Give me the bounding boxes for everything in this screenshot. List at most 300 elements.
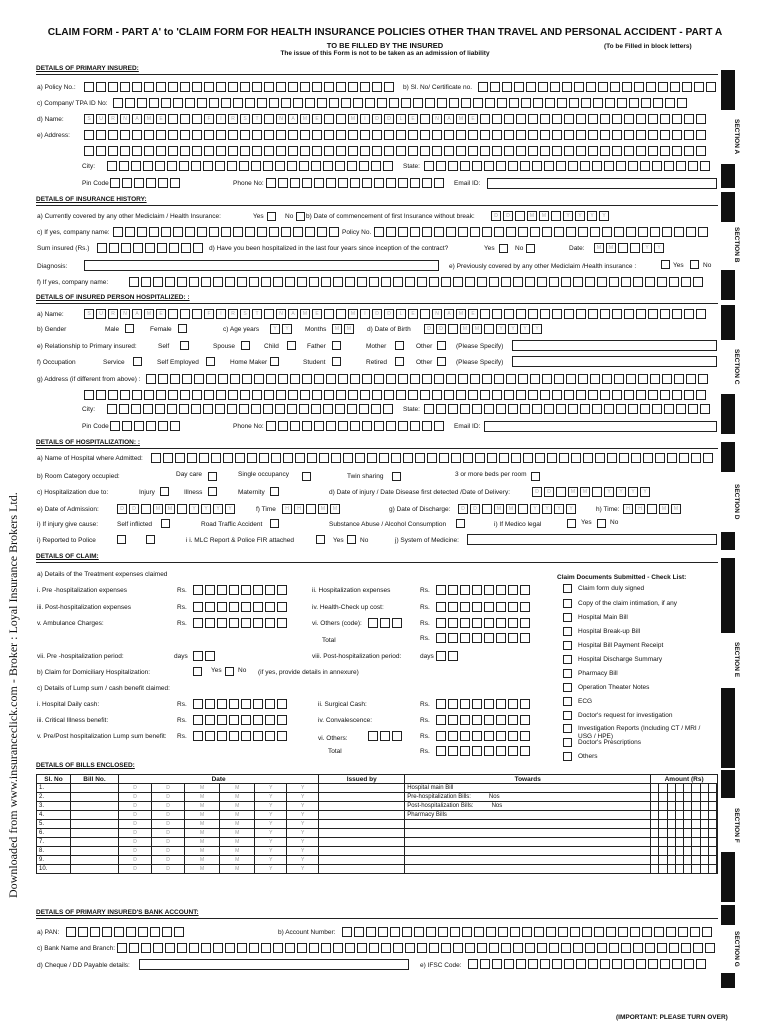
input-box[interactable] — [641, 98, 651, 108]
row-amount[interactable] — [651, 811, 718, 820]
date-cell[interactable]: D — [119, 802, 152, 811]
input-box[interactable] — [350, 374, 360, 384]
input-box[interactable] — [679, 453, 689, 463]
input-box[interactable] — [393, 277, 403, 287]
input-box[interactable] — [484, 161, 494, 171]
input-box[interactable] — [578, 374, 588, 384]
input-box[interactable]: M — [606, 243, 616, 253]
input-box[interactable] — [390, 927, 400, 937]
input-box[interactable] — [285, 943, 295, 953]
medico-yes-checkbox[interactable] — [567, 519, 576, 528]
input-box[interactable] — [235, 453, 245, 463]
input-box[interactable] — [381, 277, 391, 287]
input-box[interactable] — [497, 98, 507, 108]
input-box[interactable] — [192, 114, 202, 124]
input-box[interactable] — [547, 453, 557, 463]
input-box[interactable] — [535, 453, 545, 463]
input-box[interactable] — [618, 927, 628, 937]
input-box[interactable]: M — [659, 504, 669, 514]
input-box[interactable] — [460, 404, 470, 414]
input-box[interactable] — [614, 374, 624, 384]
input-box[interactable]: D — [372, 114, 382, 124]
input-box[interactable] — [265, 715, 275, 725]
input-box[interactable]: M — [568, 487, 578, 497]
input-box[interactable] — [305, 227, 315, 237]
input-box[interactable]: N — [432, 309, 442, 319]
input-box[interactable] — [357, 277, 367, 287]
input-box[interactable]: Y — [270, 324, 280, 334]
input-box[interactable] — [372, 130, 382, 140]
input-box[interactable] — [384, 146, 394, 156]
input-box[interactable]: Y — [532, 324, 542, 334]
input-box[interactable] — [167, 404, 177, 414]
pan-input[interactable] — [66, 927, 186, 937]
input-box[interactable] — [131, 161, 141, 171]
input-box[interactable] — [252, 390, 262, 400]
input-box[interactable] — [664, 404, 674, 414]
input-box[interactable] — [420, 390, 430, 400]
input-box[interactable] — [460, 585, 470, 595]
input-box[interactable] — [237, 277, 247, 287]
input-box[interactable] — [326, 374, 336, 384]
input-box[interactable] — [263, 161, 273, 171]
row-amount[interactable] — [651, 847, 718, 856]
input-box[interactable] — [448, 699, 458, 709]
input-box[interactable] — [496, 618, 506, 628]
row-issued-by[interactable] — [319, 856, 405, 865]
input-box[interactable] — [698, 227, 708, 237]
input-box[interactable] — [520, 618, 530, 628]
input-box[interactable] — [108, 390, 118, 400]
input-box[interactable] — [414, 927, 424, 937]
input-box[interactable] — [314, 374, 324, 384]
input-box[interactable] — [561, 277, 571, 287]
input-box[interactable] — [662, 374, 672, 384]
input-box[interactable] — [371, 161, 381, 171]
input-box[interactable] — [676, 161, 686, 171]
input-box[interactable] — [460, 633, 470, 643]
input-box[interactable] — [576, 390, 586, 400]
input-box[interactable] — [173, 227, 183, 237]
input-box[interactable]: I — [360, 114, 370, 124]
date-cell[interactable]: Y — [287, 829, 319, 838]
input-box[interactable] — [203, 404, 213, 414]
input-box[interactable] — [700, 404, 710, 414]
input-box[interactable] — [266, 178, 276, 188]
fir-yes-checkbox[interactable] — [316, 535, 325, 544]
date-cell[interactable]: D — [152, 793, 185, 802]
input-box[interactable]: M — [456, 114, 466, 124]
input-box[interactable] — [492, 309, 502, 319]
input-box[interactable] — [333, 277, 343, 287]
input-box[interactable] — [265, 699, 275, 709]
input-box[interactable] — [696, 390, 706, 400]
input-box[interactable] — [595, 453, 605, 463]
input-box[interactable] — [108, 82, 118, 92]
input-box[interactable] — [508, 699, 518, 709]
input-box[interactable] — [253, 699, 263, 709]
input-box[interactable]: F — [204, 309, 214, 319]
input-box[interactable] — [129, 943, 139, 953]
input-box[interactable] — [277, 715, 287, 725]
input-box[interactable] — [360, 82, 370, 92]
date-cell[interactable]: M — [185, 856, 220, 865]
input-box[interactable]: D — [129, 504, 139, 514]
input-box[interactable]: S — [84, 309, 94, 319]
checklist-checkbox[interactable] — [563, 697, 572, 706]
date-cell[interactable]: M — [220, 829, 255, 838]
date-cell[interactable]: M — [220, 811, 255, 820]
input-box[interactable] — [239, 161, 249, 171]
input-box[interactable] — [113, 98, 123, 108]
name-input[interactable] — [84, 114, 708, 124]
input-box[interactable] — [216, 390, 226, 400]
input-box[interactable] — [568, 404, 578, 414]
input-box[interactable] — [588, 959, 598, 969]
input-box[interactable] — [107, 404, 117, 414]
police-no-checkbox[interactable] — [146, 535, 155, 544]
checklist-checkbox[interactable] — [563, 641, 572, 650]
input-box[interactable]: D — [532, 487, 542, 497]
input-box[interactable] — [120, 146, 130, 156]
input-box[interactable] — [648, 959, 658, 969]
input-box[interactable] — [554, 374, 564, 384]
input-box[interactable] — [311, 161, 321, 171]
input-box[interactable] — [205, 699, 215, 709]
input-box[interactable] — [520, 699, 530, 709]
date-cell[interactable]: D — [119, 838, 152, 847]
input-box[interactable] — [384, 390, 394, 400]
input-box[interactable] — [688, 161, 698, 171]
medicine-system-input[interactable] — [467, 534, 717, 545]
input-box[interactable] — [264, 390, 274, 400]
input-box[interactable] — [209, 98, 219, 108]
input-box[interactable] — [240, 130, 250, 140]
date-cell[interactable]: D — [119, 865, 152, 874]
input-box[interactable] — [417, 943, 427, 953]
address-line-1[interactable] — [84, 130, 708, 140]
input-box[interactable] — [460, 731, 470, 741]
domiciliary-yes-checkbox[interactable] — [193, 667, 202, 676]
input-box[interactable] — [175, 453, 185, 463]
row-amount[interactable] — [651, 793, 718, 802]
input-box[interactable] — [252, 82, 262, 92]
input-box[interactable] — [297, 277, 307, 287]
input-box[interactable] — [436, 746, 446, 756]
input-box[interactable] — [472, 404, 482, 414]
input-box[interactable] — [253, 731, 263, 741]
input-box[interactable] — [424, 404, 434, 414]
input-box[interactable] — [432, 146, 442, 156]
checklist-checkbox[interactable] — [563, 724, 572, 733]
input-box[interactable] — [564, 309, 574, 319]
input-box[interactable]: R — [228, 114, 238, 124]
input-box[interactable] — [204, 390, 214, 400]
checklist-checkbox[interactable] — [563, 584, 572, 593]
input-box[interactable]: M — [671, 504, 681, 514]
input-box[interactable] — [182, 374, 192, 384]
input-box[interactable] — [283, 453, 293, 463]
input-box[interactable] — [446, 374, 456, 384]
input-box[interactable] — [624, 114, 634, 124]
input-box[interactable] — [564, 146, 574, 156]
date-cell[interactable]: Y — [255, 847, 287, 856]
self-checkbox[interactable] — [180, 341, 189, 350]
input-box[interactable] — [484, 324, 494, 334]
input-box[interactable]: Y — [654, 243, 664, 253]
date-cell[interactable]: Y — [255, 838, 287, 847]
input-box[interactable] — [436, 161, 446, 171]
company-input[interactable] — [113, 98, 689, 108]
input-box[interactable] — [619, 453, 629, 463]
input-box[interactable] — [657, 943, 667, 953]
input-box[interactable] — [281, 98, 291, 108]
input-box[interactable] — [253, 602, 263, 612]
input-box[interactable] — [205, 602, 215, 612]
input-box[interactable] — [453, 943, 463, 953]
input-box[interactable] — [295, 453, 305, 463]
input-box[interactable] — [436, 602, 446, 612]
input-box[interactable]: T — [252, 114, 262, 124]
input-box[interactable] — [354, 927, 364, 937]
input-box[interactable] — [508, 715, 518, 725]
input-box[interactable] — [314, 421, 324, 431]
input-box[interactable] — [574, 82, 584, 92]
input-box[interactable] — [504, 146, 514, 156]
input-box[interactable] — [520, 161, 530, 171]
date-cell[interactable]: D — [119, 856, 152, 865]
single-checkbox[interactable] — [302, 472, 311, 481]
input-box[interactable] — [230, 374, 240, 384]
input-box[interactable] — [141, 504, 151, 514]
input-box[interactable] — [266, 421, 276, 431]
input-box[interactable] — [437, 98, 447, 108]
input-box[interactable] — [436, 618, 446, 628]
admission-date-input[interactable] — [117, 504, 237, 514]
input-box[interactable] — [125, 98, 135, 108]
input-box[interactable] — [141, 277, 151, 287]
input-box[interactable] — [143, 404, 153, 414]
input-box[interactable] — [439, 453, 449, 463]
input-box[interactable] — [537, 943, 547, 953]
input-box[interactable] — [703, 453, 713, 463]
input-box[interactable] — [576, 114, 586, 124]
input-box[interactable] — [271, 453, 281, 463]
input-box[interactable] — [177, 943, 187, 953]
input-box[interactable] — [652, 404, 662, 414]
input-box[interactable] — [384, 82, 394, 92]
input-box[interactable]: E — [312, 309, 322, 319]
input-box[interactable] — [410, 227, 420, 237]
input-box[interactable] — [502, 82, 512, 92]
input-box[interactable] — [573, 943, 583, 953]
date-cell[interactable]: D — [119, 829, 152, 838]
input-box[interactable] — [240, 82, 250, 92]
input-box[interactable] — [217, 699, 227, 709]
input-box[interactable] — [269, 98, 279, 108]
input-box[interactable] — [173, 98, 183, 108]
input-box[interactable]: Y — [189, 504, 199, 514]
input-box[interactable] — [345, 943, 355, 953]
input-box[interactable] — [305, 98, 315, 108]
input-box[interactable] — [645, 943, 655, 953]
input-box[interactable] — [508, 618, 518, 628]
policy-no-b-input[interactable] — [374, 227, 710, 237]
input-box[interactable] — [706, 82, 716, 92]
input-box[interactable] — [444, 390, 454, 400]
input-box[interactable]: Y — [201, 504, 211, 514]
input-box[interactable] — [640, 404, 650, 414]
input-box[interactable] — [672, 390, 682, 400]
input-box[interactable] — [696, 309, 706, 319]
input-box[interactable] — [693, 277, 703, 287]
input-box[interactable]: L — [396, 114, 406, 124]
input-box[interactable] — [446, 227, 456, 237]
input-box[interactable]: Y — [599, 211, 609, 221]
input-box[interactable] — [362, 178, 372, 188]
input-box[interactable] — [193, 618, 203, 628]
input-box[interactable] — [458, 374, 468, 384]
input-box[interactable] — [520, 602, 530, 612]
row-bill-no[interactable] — [71, 847, 119, 856]
input-box[interactable] — [293, 98, 303, 108]
input-box[interactable] — [149, 227, 159, 237]
input-box[interactable] — [624, 146, 634, 156]
input-box[interactable] — [478, 82, 488, 92]
input-box[interactable] — [143, 161, 153, 171]
input-box[interactable] — [153, 943, 163, 953]
input-box[interactable] — [109, 243, 119, 253]
input-box[interactable] — [264, 146, 274, 156]
input-box[interactable] — [146, 374, 156, 384]
input-box[interactable] — [167, 161, 177, 171]
input-box[interactable] — [205, 618, 215, 628]
date-cell[interactable]: Y — [255, 865, 287, 874]
input-box[interactable] — [323, 161, 333, 171]
input-box[interactable] — [468, 390, 478, 400]
input-box[interactable] — [472, 161, 482, 171]
input-box[interactable] — [691, 453, 701, 463]
input-box[interactable] — [506, 227, 516, 237]
input-box[interactable] — [588, 309, 598, 319]
input-box[interactable] — [436, 633, 446, 643]
input-box[interactable] — [508, 633, 518, 643]
input-box[interactable] — [693, 943, 703, 953]
input-box[interactable] — [158, 178, 168, 188]
date-cell[interactable]: D — [119, 820, 152, 829]
input-box[interactable] — [600, 390, 610, 400]
input-box[interactable] — [228, 82, 238, 92]
input-box[interactable] — [588, 146, 598, 156]
input-box[interactable] — [265, 585, 275, 595]
input-box[interactable] — [193, 715, 203, 725]
date-cell[interactable]: D — [152, 784, 185, 793]
date-cell[interactable]: Y — [287, 802, 319, 811]
input-box[interactable] — [213, 943, 223, 953]
input-box[interactable] — [468, 959, 478, 969]
row-bill-no[interactable] — [71, 820, 119, 829]
input-box[interactable]: M — [153, 504, 163, 514]
input-box[interactable]: Y — [640, 487, 650, 497]
input-box[interactable] — [636, 146, 646, 156]
input-box[interactable] — [97, 243, 107, 253]
input-box[interactable]: M — [165, 504, 175, 514]
post-period-input[interactable] — [436, 651, 460, 661]
input-box[interactable]: I — [360, 309, 370, 319]
input-box[interactable] — [120, 130, 130, 140]
input-box[interactable] — [331, 453, 341, 463]
input-box[interactable]: E — [156, 114, 166, 124]
convalescence-amount[interactable] — [436, 715, 532, 725]
input-box[interactable] — [393, 943, 403, 953]
input-box[interactable] — [174, 927, 184, 937]
input-box[interactable] — [564, 130, 574, 140]
input-box[interactable] — [161, 227, 171, 237]
input-box[interactable] — [225, 943, 235, 953]
input-box[interactable] — [229, 699, 239, 709]
row-bill-no[interactable] — [71, 829, 119, 838]
specify-occ-input[interactable] — [512, 356, 717, 367]
input-box[interactable] — [245, 227, 255, 237]
input-box[interactable] — [542, 227, 552, 237]
input-box[interactable] — [335, 404, 345, 414]
self-inflicted-checkbox[interactable] — [161, 519, 170, 528]
input-box[interactable] — [540, 130, 550, 140]
input-box[interactable] — [285, 277, 295, 287]
date-cell[interactable]: D — [119, 811, 152, 820]
input-box[interactable] — [592, 487, 602, 497]
patient-email-input[interactable] — [484, 421, 717, 432]
input-box[interactable] — [168, 309, 178, 319]
input-box[interactable] — [383, 404, 393, 414]
input-box[interactable] — [518, 374, 528, 384]
input-box[interactable] — [314, 178, 324, 188]
input-box[interactable] — [276, 82, 286, 92]
input-box[interactable]: M — [594, 243, 604, 253]
row-bill-no[interactable] — [71, 802, 119, 811]
input-box[interactable] — [496, 602, 506, 612]
input-box[interactable] — [460, 699, 470, 709]
date-cell[interactable]: Y — [287, 865, 319, 874]
input-box[interactable] — [472, 585, 482, 595]
input-box[interactable] — [347, 404, 357, 414]
input-box[interactable] — [602, 374, 612, 384]
checklist-checkbox[interactable] — [563, 655, 572, 664]
input-box[interactable] — [336, 130, 346, 140]
input-box[interactable] — [504, 114, 514, 124]
checklist-checkbox[interactable] — [563, 613, 572, 622]
input-box[interactable] — [441, 943, 451, 953]
input-box[interactable] — [630, 927, 640, 937]
input-box[interactable] — [621, 277, 631, 287]
input-box[interactable] — [405, 943, 415, 953]
input-box[interactable] — [612, 114, 622, 124]
input-box[interactable] — [381, 943, 391, 953]
input-box[interactable] — [251, 404, 261, 414]
input-box[interactable] — [177, 504, 187, 514]
input-box[interactable] — [509, 98, 519, 108]
ifsc-input[interactable] — [468, 959, 708, 969]
input-box[interactable] — [508, 585, 518, 595]
input-box[interactable] — [392, 731, 402, 741]
input-box[interactable] — [518, 227, 528, 237]
input-box[interactable] — [300, 146, 310, 156]
input-box[interactable] — [189, 943, 199, 953]
input-box[interactable] — [621, 943, 631, 953]
other-occ-checkbox[interactable] — [437, 357, 446, 366]
input-box[interactable] — [436, 404, 446, 414]
input-box[interactable] — [132, 390, 142, 400]
